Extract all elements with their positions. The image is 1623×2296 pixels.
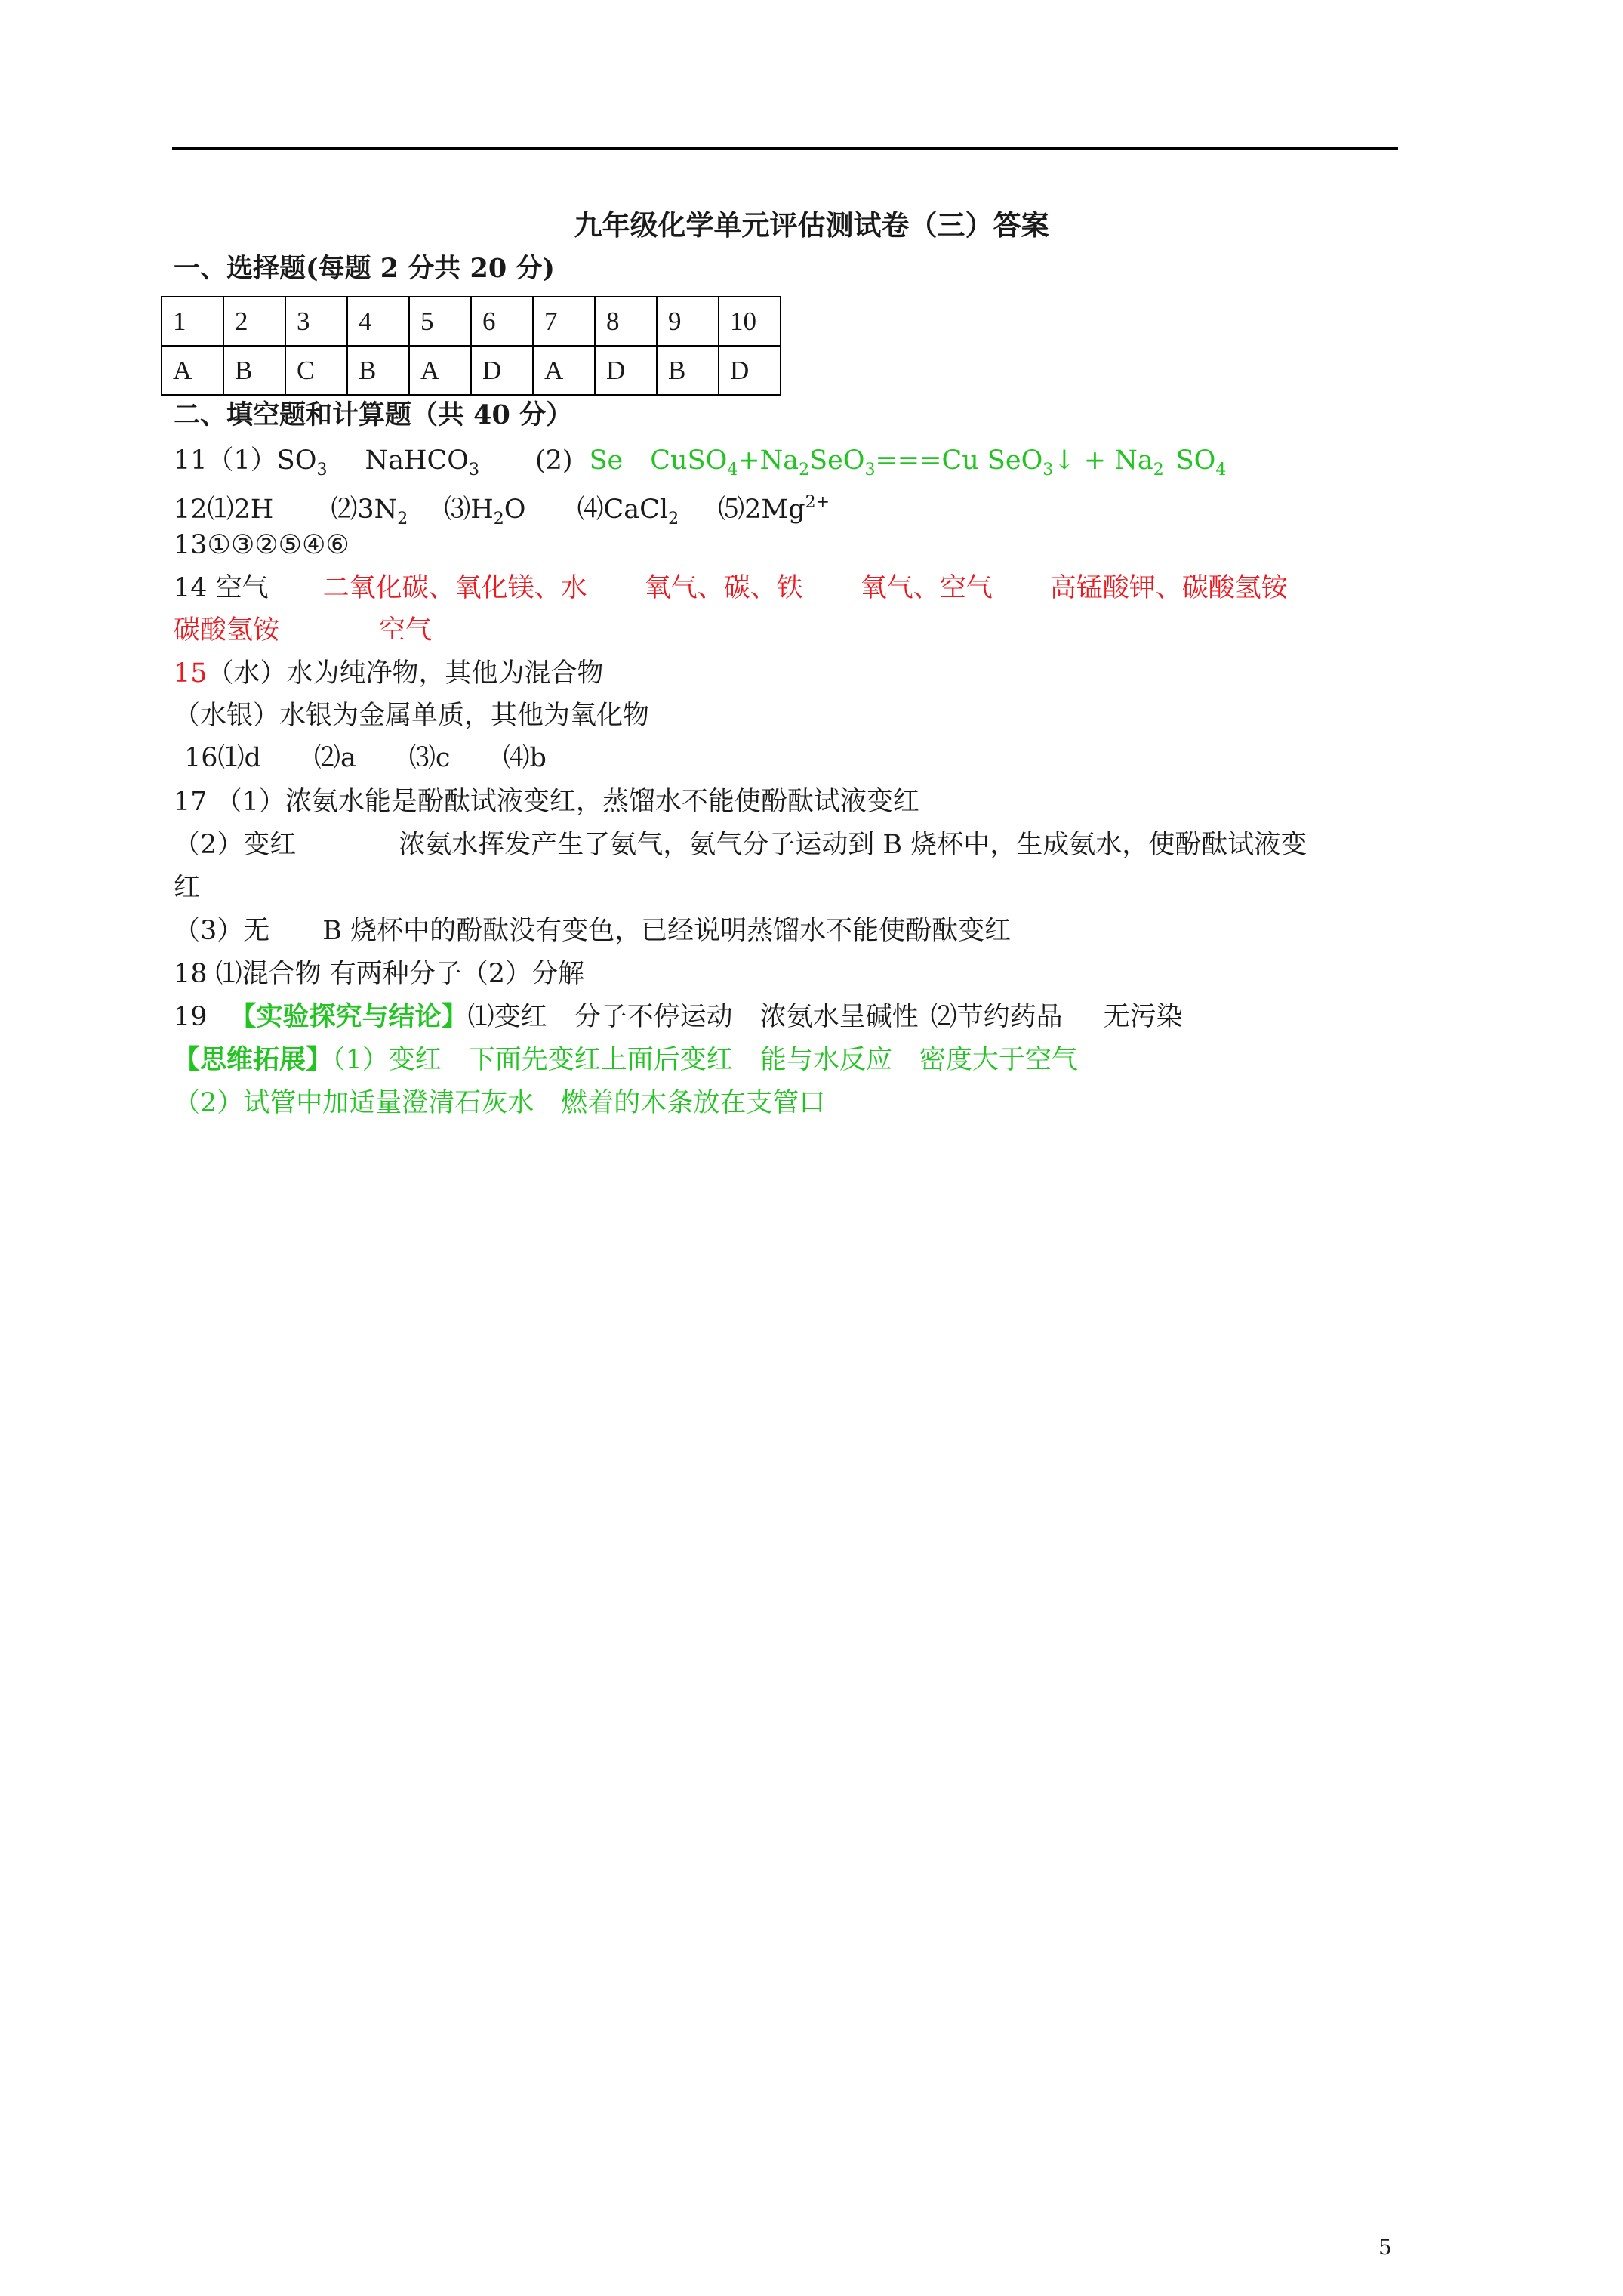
q12-sup: 2+ (805, 493, 830, 512)
question-17-line2 (174, 828, 1307, 861)
answer-table-answer-row (162, 346, 781, 395)
q19-h: 能与水反应 (759, 1045, 892, 1075)
eq-part: ===Cu SeO (875, 445, 1043, 476)
question-15 (174, 657, 604, 690)
answer-number-cell: 10 (719, 297, 781, 346)
question-14-cont (174, 614, 432, 647)
answer-cell: B (657, 346, 719, 395)
q11-sub: 3 (316, 461, 328, 479)
answer-number-cell: 6 (471, 297, 533, 346)
eq-part: SO (1175, 445, 1216, 476)
q19-num: 19 (174, 1002, 208, 1032)
q11-equation (650, 445, 1227, 479)
section1-heading: 一、选择题(每题 2 分共 20 分) (174, 253, 555, 284)
answer-number-cell: 9 (657, 297, 719, 346)
question-15-line2: （水银）水银为金属单质，其他为氧化物 (174, 701, 650, 731)
answer-number-cell: 1 (162, 297, 223, 346)
eq-sub: 3 (864, 461, 876, 479)
q12-b: ⑵3N (331, 495, 398, 525)
q19-b: 分子不停运动 (574, 1002, 733, 1032)
q14-a3: 氧气、空气 (860, 573, 993, 603)
eq-sub: 2 (799, 461, 810, 479)
answer-cell: A (533, 346, 595, 395)
q12-c: ⑶H (444, 495, 494, 525)
page-title: 九年级化学单元评估测试卷（三）答案 (574, 208, 1049, 242)
eq-sub: 4 (727, 461, 738, 479)
header-rule (172, 147, 1398, 150)
q14-a2: 氧气、碳、铁 (644, 573, 803, 603)
q14-a1: 二氧化碳、氧化镁、水 (322, 573, 587, 603)
q12-e: ⑸2Mg (718, 495, 805, 525)
q19-tag2: 【思维拓展】 (174, 1044, 333, 1075)
eq-part: +Na (738, 445, 799, 476)
q19-a: ⑴变红 (467, 1002, 547, 1032)
q19-j: （2）试管中加适量澄清石灰水 (174, 1088, 534, 1118)
question-19 (174, 1000, 1183, 1034)
q15-line1: （水）水为纯净物，其他为混合物 (207, 658, 604, 689)
q19-g: 下面先变红上面后变红 (468, 1045, 733, 1075)
question-11 (174, 444, 1226, 487)
q12-c2: O (504, 495, 526, 525)
q19-c: 浓氨水呈碱性 (759, 1002, 919, 1032)
answer-cell: A (162, 346, 223, 395)
answer-cell: C (285, 346, 347, 395)
answer-number-cell: 4 (347, 297, 409, 346)
question-16 (184, 741, 547, 775)
q16-c: ⑶c (408, 743, 451, 773)
q19-f: （1）变红 (332, 1045, 442, 1075)
answer-cell: D (719, 346, 781, 395)
answer-cell: B (223, 346, 285, 395)
question-18: 18 ⑴混合物 有两种分子（2）分解 (174, 959, 585, 989)
q14-a4: 高锰酸钾、碳酸氢铵 (1049, 573, 1288, 603)
q16-b: ⑵a (313, 743, 356, 773)
answer-cell: D (595, 346, 657, 395)
q19-i: 密度大于空气 (919, 1045, 1078, 1075)
answer-table (161, 296, 781, 396)
q12-sub: 2 (668, 510, 679, 529)
q17-part3-explain: B 烧杯中的酚酞没有变色，已经说明蒸馏水不能使酚酞变红 (322, 916, 1012, 946)
section2-heading: 二、填空题和计算题（共 40 分） (174, 399, 573, 430)
q11-se: Se (589, 445, 624, 476)
eq-sub: 4 (1215, 461, 1227, 479)
q19-tag: 【实验探究与结论】 (229, 1001, 468, 1032)
q17-part2: （2）变红 (174, 830, 297, 860)
question-19-extend-2 (174, 1086, 825, 1120)
q11-sub: 3 (468, 461, 479, 479)
answer-cell: D (471, 346, 533, 395)
question-19-extend (174, 1043, 1078, 1077)
q12-sub: 2 (397, 510, 408, 529)
question-14 (174, 572, 1288, 605)
answer-cell: A (409, 346, 471, 395)
answer-number-cell: 8 (595, 297, 657, 346)
q12-sub: 2 (493, 510, 504, 529)
answer-number-cell: 2 (223, 297, 285, 346)
q17-part3: （3）无 (174, 916, 270, 946)
answer-cell: B (347, 346, 409, 395)
q16-d: ⑷b (503, 743, 547, 773)
q14-a5: 碳酸氢铵 (174, 615, 280, 646)
q12-d: ⑷CaCl (577, 495, 669, 525)
q11-nahco3: NaHCO (365, 445, 469, 476)
q14-num: 14 空气 (174, 573, 269, 603)
eq-sub: 2 (1153, 461, 1164, 479)
q19-d: ⑵节约药品 (930, 1002, 1063, 1032)
eq-part: ↓ + Na (1053, 445, 1153, 476)
q19-e: 无污染 (1103, 1002, 1183, 1032)
q19-k: 燃着的木条放在支管口 (561, 1088, 826, 1118)
eq-part: SeO (809, 445, 865, 476)
q16-a: 16⑴d (184, 743, 261, 773)
question-17: 17 （1）浓氨水能是酚酞试液变红，蒸馏水不能使酚酞试液变红 (174, 787, 919, 817)
question-17-line3: 红 (174, 873, 201, 903)
answer-number-cell: 3 (285, 297, 347, 346)
q14-a6: 空气 (379, 615, 433, 646)
answer-table-number-row (162, 297, 781, 346)
q11-prefix: 11（1）SO (174, 445, 317, 476)
answer-number-cell: 5 (409, 297, 471, 346)
answer-number-cell: 7 (533, 297, 595, 346)
question-13: 13①③②⑤④⑥ (174, 530, 350, 560)
q11-part2: (2) (534, 445, 573, 476)
question-17-line4 (174, 914, 1011, 948)
q12-a: 12⑴2H (174, 495, 274, 525)
page-number: 5 (1378, 2235, 1392, 2260)
eq-part: CuSO (650, 445, 728, 476)
q15-num: 15 (174, 658, 208, 689)
eq-sub: 3 (1042, 461, 1054, 479)
q17-part2-explain: 浓氨水挥发产生了氨气，氨气分子运动到 B 烧杯中，生成氨水，使酚酞试液变 (399, 830, 1307, 860)
